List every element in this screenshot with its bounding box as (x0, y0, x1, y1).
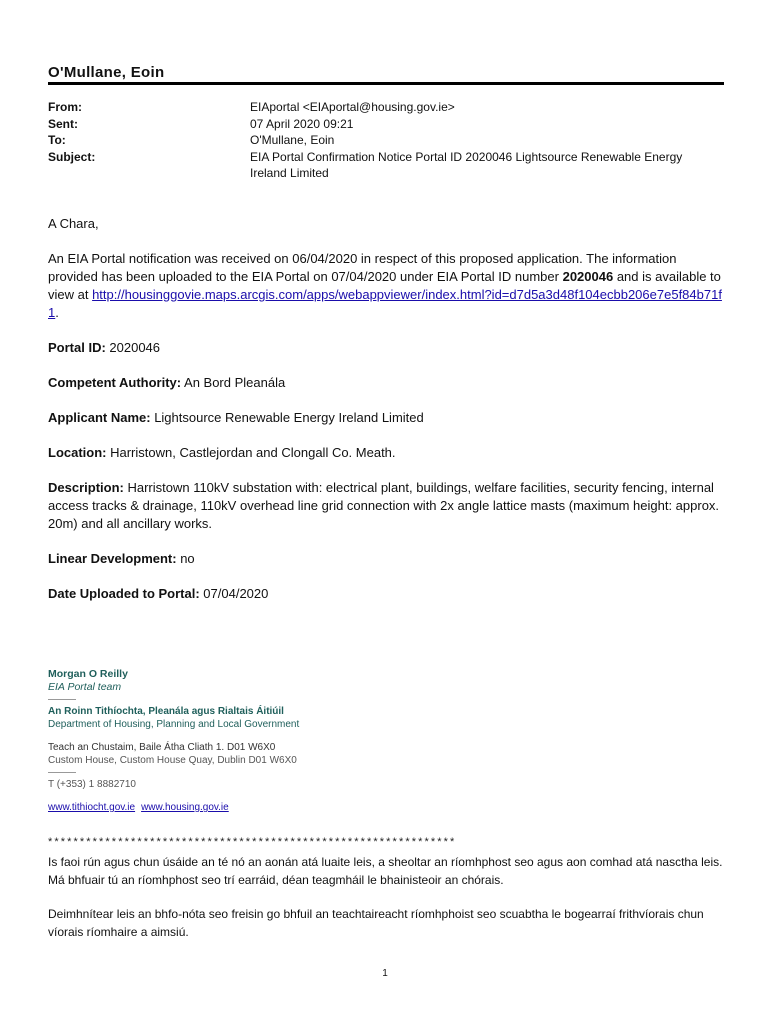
irish-disclaimer (48, 853, 728, 957)
signature-divider (48, 699, 76, 700)
sent-row (48, 116, 720, 133)
tithiocht-link[interactable]: www.tithiocht.gov.ie (48, 802, 136, 813)
location-field (48, 444, 728, 462)
authority-field (48, 374, 728, 392)
star-separator: **************************************************************** (48, 836, 457, 848)
disclaimer-paragraph-2: Deimhnítear leis an bhfo-nóta seo freisin go bhfuil an teachtaireacht ríomhphoist seo scuabtha le bogearraí frithvíorais chun víorais ríomhaire a aimsiú. (48, 907, 704, 939)
sent-value: 07 April 2020 09:21 (250, 116, 354, 131)
from-value: EIAportal <EIAportal@housing.gov.ie> (250, 100, 455, 114)
to-row (48, 132, 720, 149)
description-label: Description: (48, 480, 124, 495)
date-field (48, 585, 728, 603)
subject-line-1: EIA Portal Confirmation Notice Portal ID 2020046 Lightsource Renewable Energy (250, 149, 683, 164)
subject-value (250, 149, 720, 182)
description-field (48, 479, 728, 533)
email-header (48, 99, 720, 182)
linear-label: Linear Development: (48, 551, 177, 566)
description-value: Harristown 110kV substation with: electrical plant, buildings, welfare facilities, security fencing, internal access tracks & drainage, 110kV overhead line grid connection with 2x angle lattice masts (maximum height: approx. 20m) and all ancillary works. (48, 480, 720, 531)
department-irish: An Roinn Tithíochta, Pleanála agus Rialtais Áitiúil (48, 706, 284, 717)
intro-paragraph (48, 250, 728, 322)
greeting: A Chara, (48, 216, 99, 231)
authority-label: Competent Authority: (48, 375, 182, 390)
address-english: Custom House, Custom House Quay, Dublin D01 W6X0 (48, 755, 297, 766)
to-value: O'Mullane, Eoin (250, 133, 335, 147)
phone-number: T (+353) 1 8882710 (48, 779, 136, 790)
sent-label: Sent: (48, 116, 78, 131)
page-title: O'Mullane, Eoin (48, 64, 165, 81)
intro-text-2: and is available to view at (48, 269, 721, 302)
intro-text-1: An EIA Portal notification was received on 06/04/2020 in respect of this proposed application. The information provided has been uploaded to the EIA Portal on 07/04/2020 under EIA Portal ID number (48, 251, 677, 284)
linear-field (48, 550, 728, 568)
intro-portal-id: 2020046 (562, 269, 614, 284)
email-signature (48, 668, 728, 814)
signature-divider-2 (48, 772, 76, 773)
subject-row (48, 149, 720, 182)
signature-team: EIA Portal team (48, 681, 122, 693)
date-value: 07/04/2020 (199, 586, 269, 601)
portal-id-field (48, 339, 728, 357)
subject-line-2: Ireland Limited (250, 166, 329, 180)
websites (48, 801, 728, 814)
applicant-label: Applicant Name: (48, 410, 151, 425)
department-english: Department of Housing, Planning and Local Government (48, 719, 300, 730)
location-value: Harristown, Castlejordan and Clongall Co. Meath. (106, 445, 396, 460)
date-label: Date Uploaded to Portal: (48, 586, 200, 601)
page-number: 1 (382, 968, 388, 979)
applicant-value: Lightsource Renewable Energy Ireland Limited (150, 410, 424, 425)
from-label: From: (48, 100, 82, 114)
subject-label: Subject: (48, 149, 96, 164)
from-row (48, 99, 720, 116)
authority-value: An Bord Pleanála (181, 375, 286, 390)
address-irish: Teach an Chustaim, Baile Átha Cliath 1. D01 W6X0 (48, 742, 276, 753)
arcgis-viewer-link[interactable]: http://housinggovie.maps.arcgis.com/apps/webappviewer/index.html?id=d7d5a3d48f104ecbb206e7e5f84b71f1 (48, 287, 722, 320)
title-divider (48, 82, 724, 85)
email-body (48, 215, 728, 620)
linear-value: no (176, 551, 195, 566)
to-label: To: (48, 133, 66, 147)
applicant-field (48, 409, 728, 427)
portal-id-label: Portal ID: (48, 340, 106, 355)
housing-link[interactable]: www.housing.gov.ie (141, 802, 229, 813)
portal-id-value: 2020046 (105, 340, 161, 355)
signature-name: Morgan O Reilly (48, 668, 128, 680)
location-label: Location: (48, 445, 107, 460)
disclaimer-paragraph-1: Is faoi rún agus chun úsáide an té nó an aonán atá luaite leis, a sheoltar an ríomhphost seo agus aon comhad atá nasctha leis. Má bhfuair tú an ríomhphost seo trí earráid, déan teagmháil le bhainisteoir an chórais. (48, 855, 723, 887)
intro-end: . (55, 305, 59, 320)
